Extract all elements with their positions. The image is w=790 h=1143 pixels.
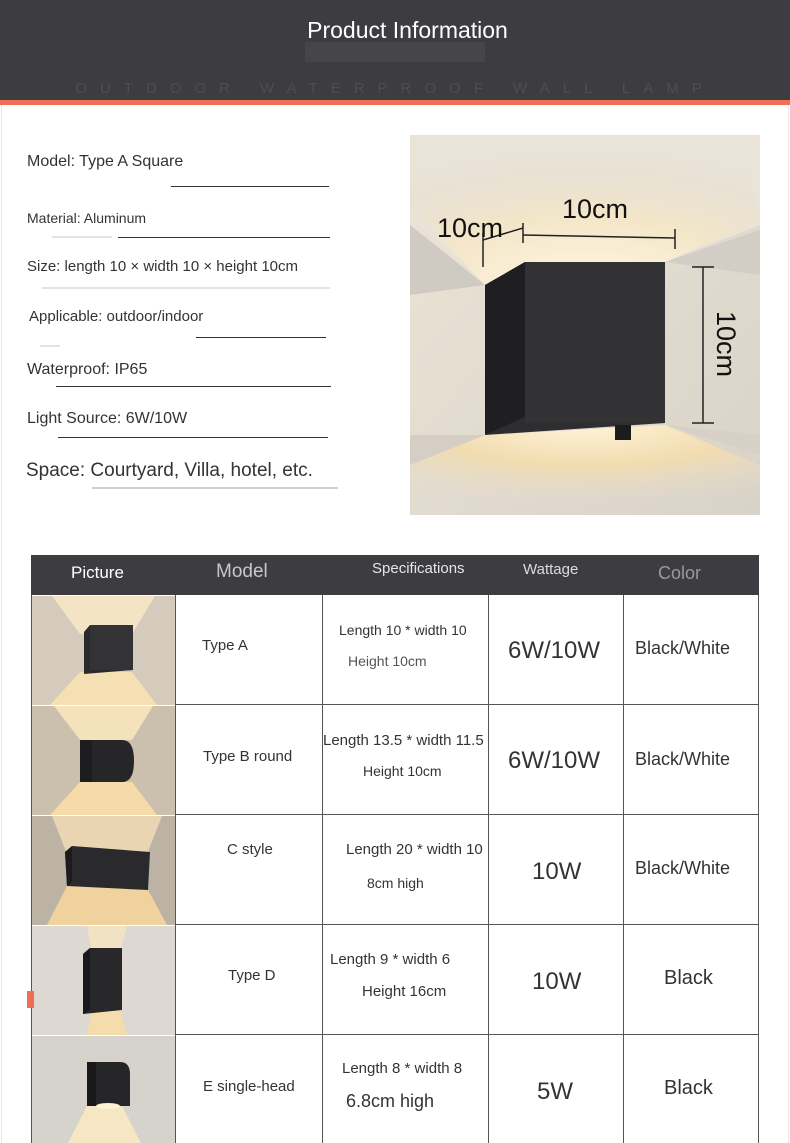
header-specifications: Specifications [372,560,465,577]
row-5-wattage: 5W [537,1078,573,1105]
dimension-height-label: 10cm [711,311,741,378]
header-model: Model [216,561,268,582]
title-shadow [305,42,485,62]
product-photo [410,135,760,515]
grid-line [758,595,759,1143]
info-underline [56,386,331,387]
row-3-spec-height: 8cm high [367,875,424,891]
right-border [788,105,789,1143]
row-1-model: Type A [202,637,248,654]
accent-marker [27,991,34,1008]
info-underline [58,437,328,438]
header-wattage: Wattage [523,561,579,578]
page-title: Product Information [307,17,508,43]
info-underline [118,237,330,238]
info-material: Material: Aluminum [27,210,147,226]
row-5-spec-dimensions: Length 8 * width 8 [342,1060,463,1077]
info-model: Model: Type A Square [27,153,184,170]
row-2-color: Black/White [635,749,731,769]
grid-line [175,595,176,1143]
smudge [92,487,338,489]
info-space: Space: Courtyard, Villa, hotel, etc. [26,460,313,481]
grid-line [488,595,489,1143]
thumbnail-type-d [32,926,175,1035]
grid-line [623,595,624,1143]
thumbnail-type-a [32,596,175,705]
thumbnail-c-style [32,816,175,925]
row-2-model: Type B round [203,748,293,765]
info-underline [171,186,329,187]
page-subtitle: OUTDOOR WATERPROOF WALL LAMP [75,80,715,97]
smudge [42,287,330,289]
row-1-spec-height: Height 10cm [348,653,427,669]
left-border [1,105,2,1143]
grid-line [322,595,323,1143]
row-1-spec-dimensions: Length 10 * width 10 [339,622,467,638]
info-waterproof: Waterproof: IP65 [27,361,148,378]
thumbnail-type-b [32,706,175,815]
row-2-spec-dimensions: Length 13.5 * width 11.5 [323,732,484,749]
info-light-source: Light Source: 6W/10W [27,410,188,427]
table-header [31,555,759,595]
dimension-width-label: 10cm [562,194,629,224]
page-header [0,0,790,100]
info-size: Size: length 10 × width 10 × height 10cm [27,258,299,275]
smudge [40,345,60,347]
row-3-color: Black/White [635,858,731,878]
thumbnail-e-single [32,1036,175,1143]
row-3-model: C style [227,841,273,858]
row-4-spec-dimensions: Length 9 * width 6 [330,951,451,968]
smudge [52,236,112,238]
row-3-spec-dimensions: Length 20 * width 10 [346,841,483,858]
header-color: Color [658,563,702,583]
dimension-depth-label: 10cm [437,213,504,243]
row-5-spec-height: 6.8cm high [346,1091,435,1111]
row-2-wattage: 6W/10W [508,747,601,774]
row-5-model: E single-head [203,1078,295,1095]
row-4-color: Black [664,967,713,989]
row-4-model: Type D [228,967,276,984]
row-4-wattage: 10W [532,968,582,995]
info-applicable: Applicable: outdoor/indoor [29,308,204,325]
row-1-color: Black/White [635,638,731,658]
row-5-color: Black [664,1077,713,1099]
header-picture: Picture [71,563,124,582]
row-3-wattage: 10W [532,858,582,885]
accent-bar [0,100,790,105]
info-underline [196,337,326,338]
row-4-spec-height: Height 16cm [362,983,447,1000]
row-2-spec-height: Height 10cm [363,763,442,779]
row-1-wattage: 6W/10W [508,637,601,664]
